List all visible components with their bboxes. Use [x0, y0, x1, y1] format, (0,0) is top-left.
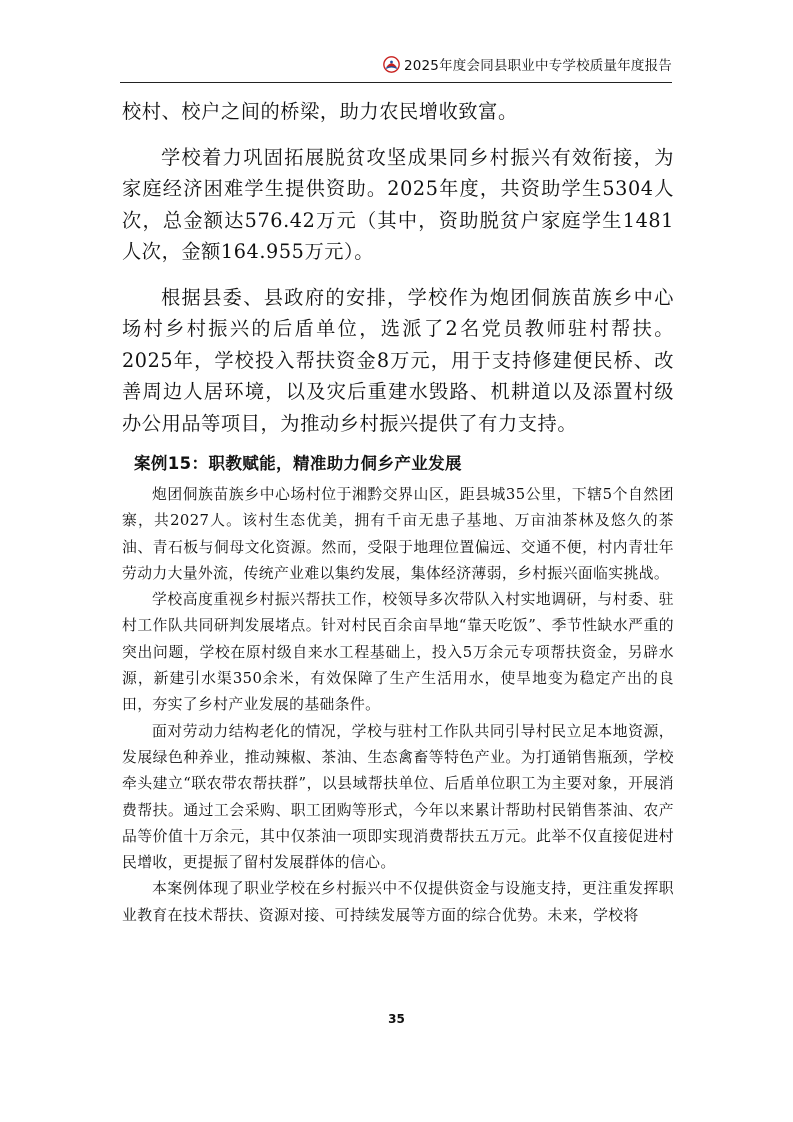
case-paragraph: 本案例体现了职业学校在乡村振兴中不仅提供资金与设施支持，更注重发挥职业教育在技术帮扶、资源对接、可持续发展等方面的综合优势。未来，学校将 [122, 880, 674, 924]
case-title: 案例15：职教赋能，精准助力侗乡产业发展 [134, 454, 462, 473]
case-paragraph: 学校高度重视乡村振兴帮扶工作，校领导多次带队入村实地调研，与村委、驻村工作队共同研判发展堵点。针对村民百余亩旱地“靠天吃饭”、季节性缺水严重的突出问题，学校在原村级自来水工程基础上，投入5万余元专项帮扶资金，另辟水源，新建引水渠350余米，有效保障了生产生活用水，使旱地变为稳定产出的良田，夯实了乡村产业发展的基础条件。 [122, 591, 674, 714]
case-paragraph: 面对劳动力结构老化的情况，学校与驻村工作队共同引导村民立足本地资源，发展绿色种养业，推动辣椒、茶油、生态禽畜等特色产业。为打通销售瓶颈，学校牵头建立“联农带农帮扶群”，以县域帮扶单位、后盾单位职工为主要对象，开展消费帮扶。通过工会采购、职工团购等形式，今年以来累计帮助村民销售茶油、农产品等价值十万余元，其中仅茶油一项即实现消费帮扶五万元。此举不仅直接促进村民增收，更提振了留村发展群体的信心。 [122, 722, 674, 872]
school-logo-icon [383, 56, 400, 73]
case-paragraph: 炮团侗族苗族乡中心场村位于湘黔交界山区，距县城35公里，下辖5个自然团寨，共2027人。该村生态优美，拥有千亩无患子基地、万亩油茶林及悠久的茶油、青石板与侗母文化资源。然而，受限于地理位置偏远、交通不便，村内青壮年劳动力大量外流，传统产业难以集约发展，集体经济薄弱，乡村振兴面临实挑战。 [122, 486, 674, 582]
paragraph-village-support: 根据县委、县政府的安排，学校作为炮团侗族苗族乡中心场村乡村振兴的后盾单位，选派了2名党员教师驻村帮扶。2025年，学校投入帮扶资金8万元，用于支持修建便民桥、改善周边人居环境，以及灾后重建水毁路、机耕道以及添置村级办公用品等项目，为推动乡村振兴提供了有力支持。 [122, 285, 674, 435]
header-title-group [383, 54, 672, 74]
paragraph-continuation: 校村、校户之间的桥梁，助力农民增收致富。 [122, 100, 518, 123]
page-header [120, 52, 672, 83]
page-number: 35 [388, 1012, 405, 1026]
page-body [122, 96, 674, 929]
header-title: 2025年度会同县职业中专学校质量年度报告 [403, 58, 672, 74]
paragraph-student-aid: 学校着力巩固拓展脱贫攻坚成果同乡村振兴有效衔接，为家庭经济困难学生提供资助。2025年度，共资助学生5304人次，总金额达576.42万元（其中，资助脱贫户家庭学生1481人次，金额164.955万元）。 [122, 145, 674, 263]
